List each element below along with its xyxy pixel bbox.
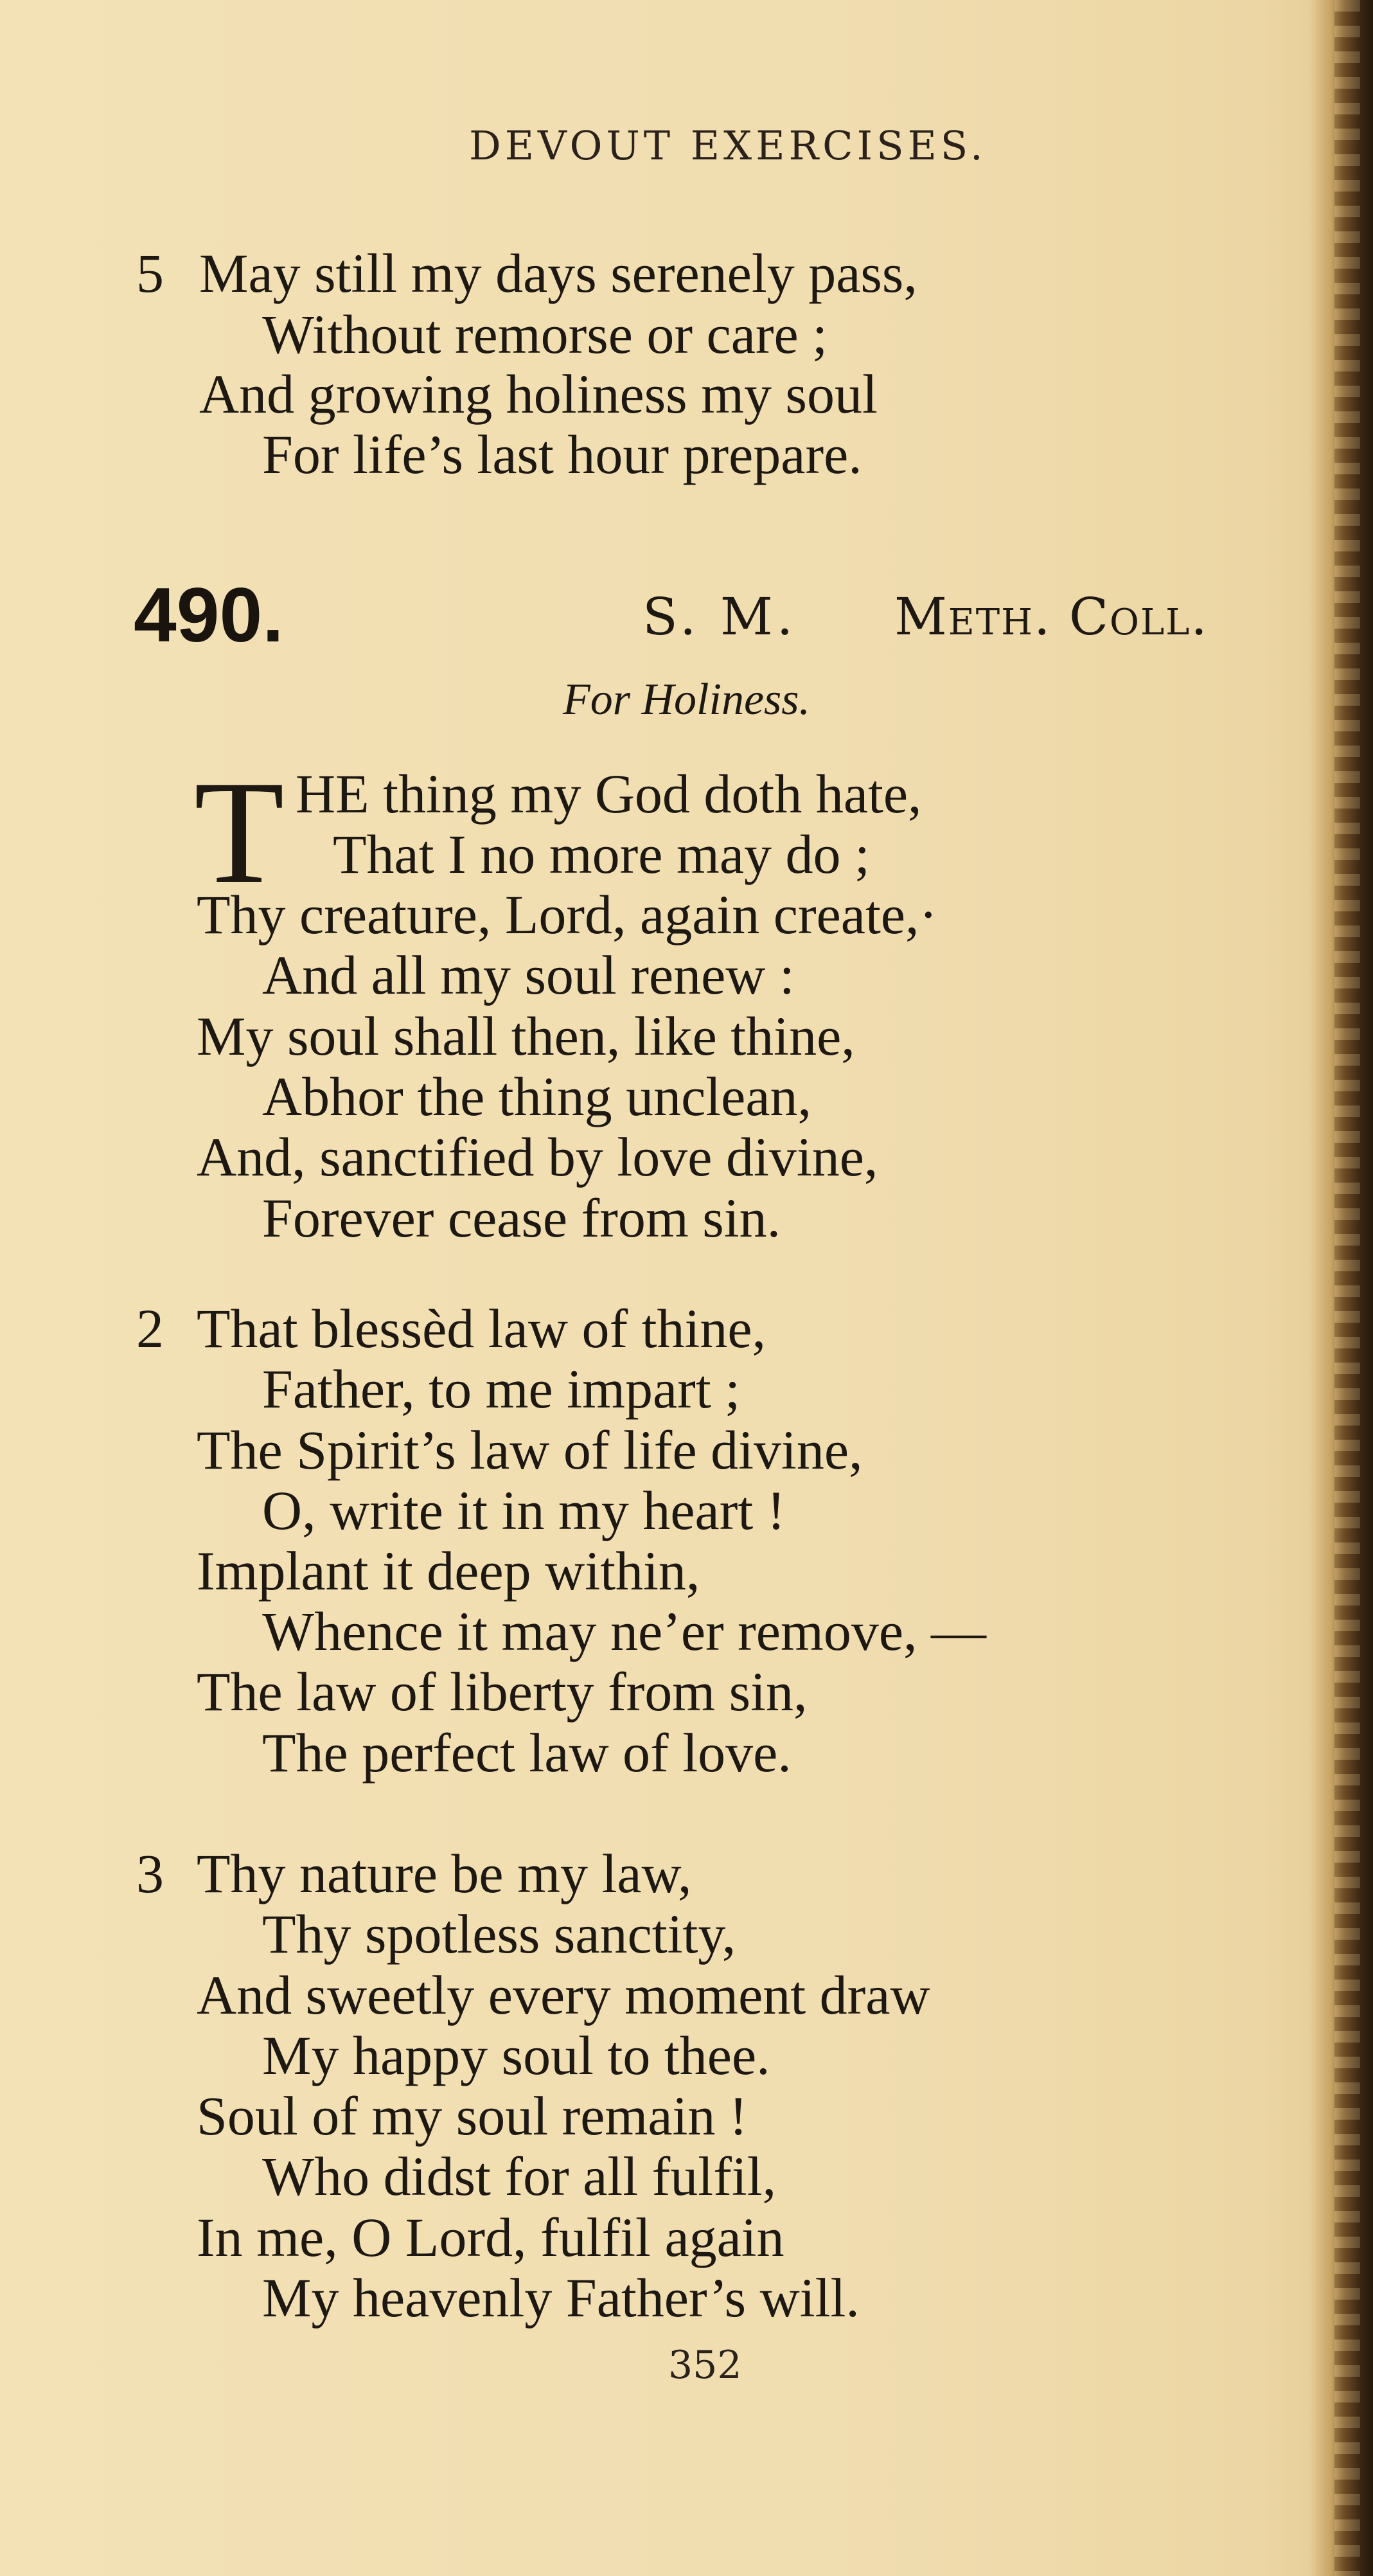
verse-line: Forever cease from sin. [262,1187,781,1249]
verse-line: Without remorse or care ; [262,303,828,365]
verse-line: For life’s last hour prepare. [262,424,862,485]
verse-number: 5 [136,242,164,304]
verse-line: Thy creature, Lord, again create,· [197,884,938,945]
running-head: DEVOUT EXERCISES. [469,122,987,169]
verse-line: That I no more may do ; [333,823,870,885]
verse-line: Implant it deep within, [197,1540,700,1602]
verse-line: And sweetly every moment draw [197,1964,930,2026]
verse-line: O, write it in my heart ! [262,1480,786,1541]
verse-line: HE thing my God doth hate, [296,763,922,825]
verse-line: The perfect law of love. [262,1722,792,1784]
verse-line: May still my days serenely pass, [199,242,917,304]
verse-line: Father, to me impart ; [262,1358,741,1420]
verse-line: Soul of my soul remain ! [197,2085,748,2147]
hymn-number: 490. [134,572,284,658]
verse-line: The law of liberty from sin, [197,1661,808,1722]
verse-number: 2 [136,1298,164,1359]
page-edge-texture [1334,0,1360,2576]
verse-line: In me, O Lord, fulfil again [197,2206,784,2268]
verse-line: My happy soul to thee. [262,2025,770,2086]
hymn-title: For Holiness. [563,675,810,724]
verse-line: And growing holiness my soul [199,363,878,425]
verse-line: And, sanctified by love divine, [197,1126,878,1188]
page-number: 352 [668,2343,742,2388]
verse-line: Abhor the thing unclean, [262,1066,812,1127]
verse-line: That blessèd law of thine, [197,1298,766,1359]
hymn-source: Meth. Coll. [894,587,1209,647]
verse-line: My heavenly Father’s will. [262,2267,860,2329]
verse-line: And all my soul renew : [262,944,795,1006]
verse-line: Who didst for all fulfil, [262,2145,777,2207]
verse-line: Whence it may ne’er remove, — [262,1600,987,1662]
verse-line: Thy nature be my law, [197,1843,692,1904]
verse-line: My soul shall then, like thine, [197,1005,855,1067]
verse-number: 3 [136,1843,164,1904]
verse-line: The Spirit’s law of life divine, [197,1419,863,1481]
hymn-meter: S. M. [642,587,797,647]
drop-cap: T [194,750,285,914]
verse-line: Thy spotless sanctity, [262,1903,736,1965]
